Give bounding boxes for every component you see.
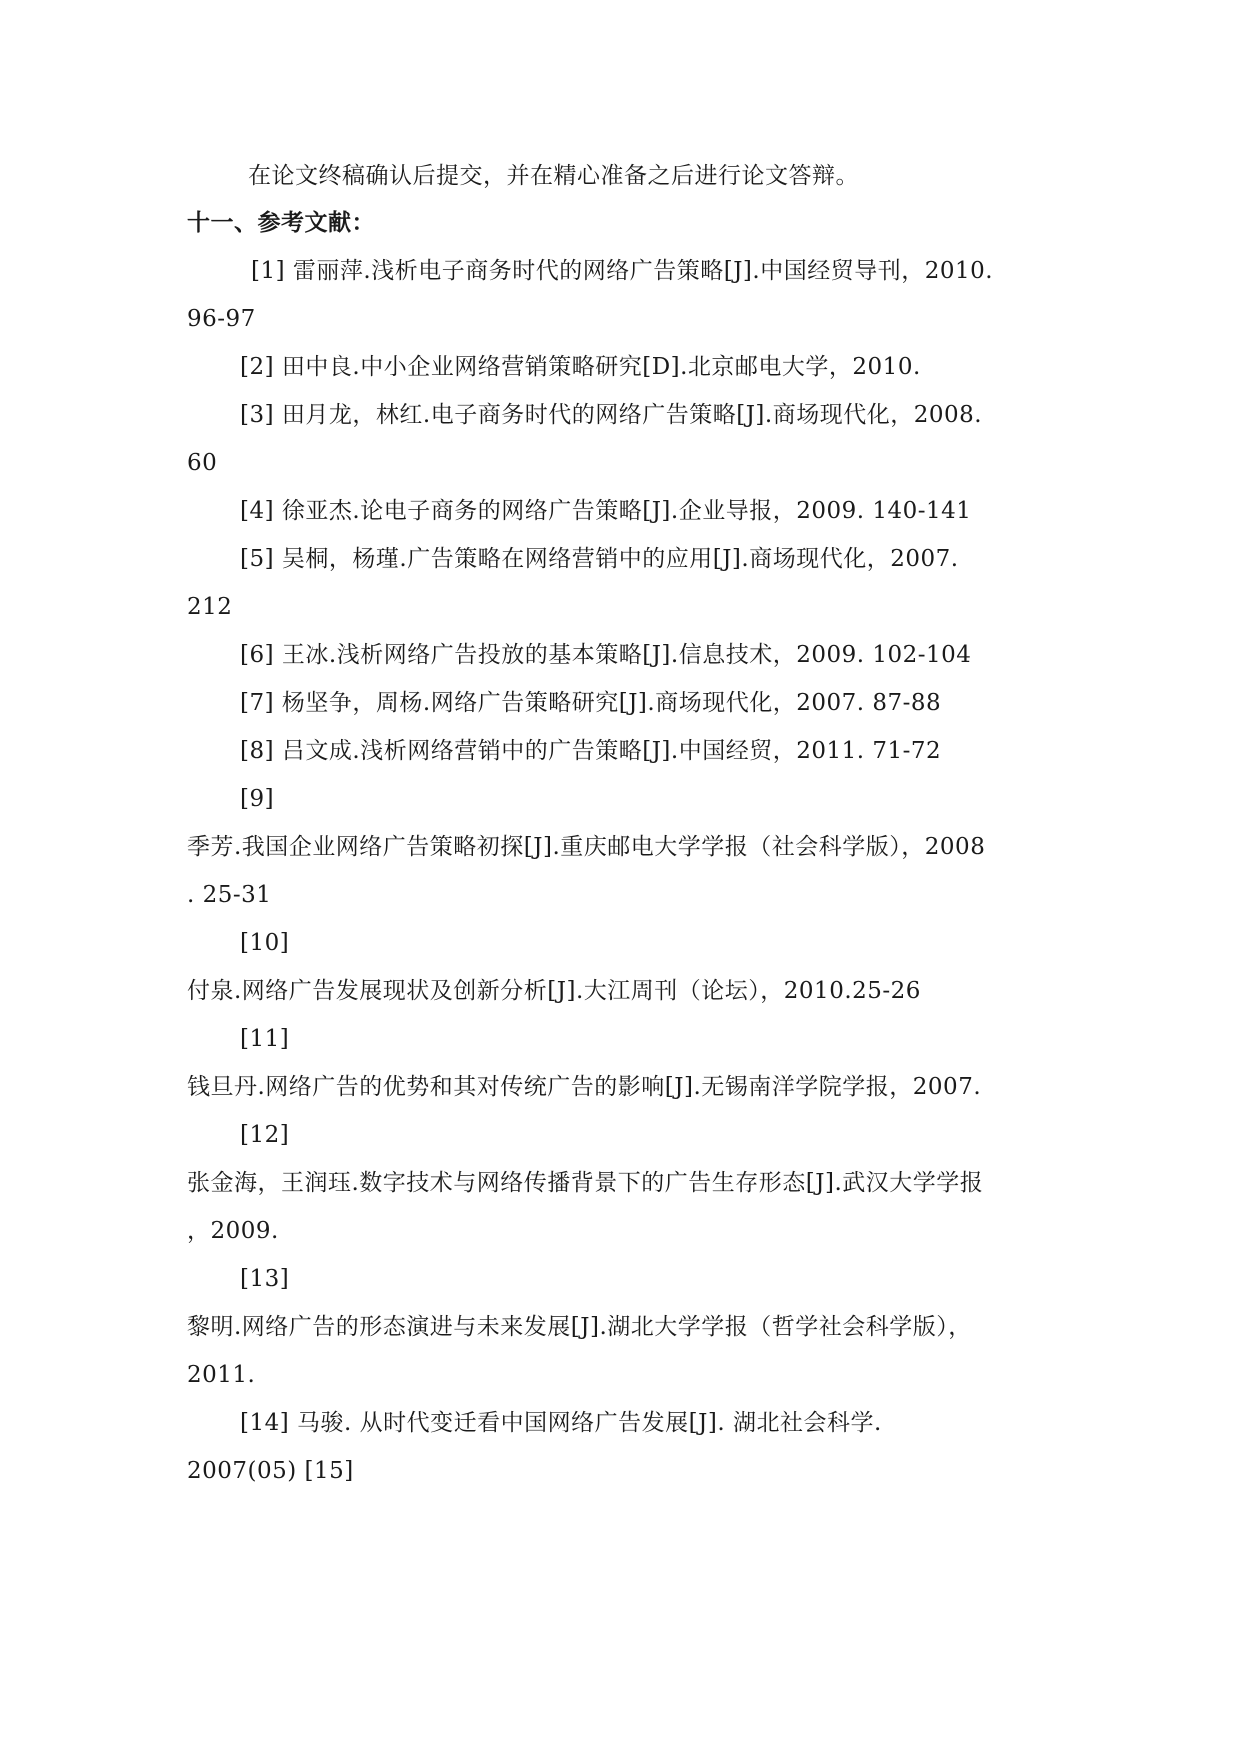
reference-text: 田中良.中小企业网络营销策略研究[D].北京邮电大学，2010. (281, 354, 921, 380)
reference-text: 吕文成.浅析网络营销中的广告策略[J].中国经贸，2011. 71-72 (281, 738, 942, 764)
reference-13-label: [13] (240, 1266, 290, 1292)
reference-2 (240, 352, 921, 382)
reference-label: [3] (240, 402, 275, 428)
reference-13-text: 黎明.网络广告的形态演进与未来发展[J].湖北大学学报（哲学社会科学版）， (187, 1314, 972, 1340)
reference-9-label: [9] (240, 786, 275, 812)
reference-label: [2] (240, 354, 275, 380)
reference-13-continued: 2011. (187, 1362, 256, 1388)
reference-text: 雷丽萍.浅析电子商务时代的网络广告策略[J].中国经贸导刊，2010. (292, 258, 994, 284)
reference-3-continued: 60 (187, 450, 218, 476)
reference-text: 杨坚争，周杨.网络广告策略研究[J].商场现代化，2007. 87-88 (281, 690, 942, 716)
section-heading: 十一、参考文献： (187, 209, 375, 236)
reference-1-continued: 96-97 (187, 306, 256, 332)
reference-11-text: 钱旦丹.网络广告的优势和其对传统广告的影响[J].无锡南洋学院学报，2007. (187, 1074, 982, 1100)
reference-6 (240, 640, 971, 670)
reference-10-label: [10] (240, 930, 290, 956)
reference-label: [8] (240, 738, 275, 764)
reference-14-continued: 2007(05) [15] (187, 1458, 354, 1484)
reference-label: [5] (240, 546, 275, 572)
reference-9-continued: . 25-31 (187, 882, 272, 908)
reference-text: 马骏. 从时代变迁看中国网络广告发展[J]. 湖北社会科学. (297, 1410, 882, 1436)
reference-4 (240, 496, 971, 526)
reference-label: [6] (240, 642, 275, 668)
reference-14 (240, 1408, 882, 1438)
reference-text: 田月龙，林红.电子商务时代的网络广告策略[J].商场现代化，2008. (281, 402, 983, 428)
reference-11-label: [11] (240, 1026, 290, 1052)
reference-5-continued: 212 (187, 594, 233, 620)
reference-12-label: [12] (240, 1122, 290, 1148)
reference-12-text: 张金海，王润珏.数字技术与网络传播背景下的广告生存形态[J].武汉大学学报 (187, 1170, 984, 1196)
reference-label: [4] (240, 498, 275, 524)
reference-10-text: 付泉.网络广告发展现状及创新分析[J].大江周刊（论坛），2010.25-26 (187, 978, 921, 1004)
reference-9-text: 季芳.我国企业网络广告策略初探[J].重庆邮电大学学报（社会科学版），2008 (187, 834, 986, 860)
reference-text: 王冰.浅析网络广告投放的基本策略[J].信息技术，2009. 102-104 (281, 642, 972, 668)
reference-7 (240, 688, 941, 718)
reference-5 (240, 544, 959, 574)
reference-12-continued: ，2009. (187, 1218, 279, 1244)
intro-paragraph: 在论文终稿确认后提交，并在精心准备之后进行论文答辩。 (248, 163, 859, 189)
reference-8 (240, 736, 941, 766)
reference-label: [14] (240, 1410, 290, 1436)
reference-1 (251, 256, 993, 286)
reference-label: [1] (251, 258, 286, 284)
reference-text: 徐亚杰.论电子商务的网络广告策略[J].企业导报，2009. 140-141 (281, 498, 972, 524)
reference-3 (240, 400, 982, 430)
reference-text: 吴桐，杨瑾.广告策略在网络营销中的应用[J].商场现代化，2007. (281, 546, 959, 572)
reference-label: [7] (240, 690, 275, 716)
